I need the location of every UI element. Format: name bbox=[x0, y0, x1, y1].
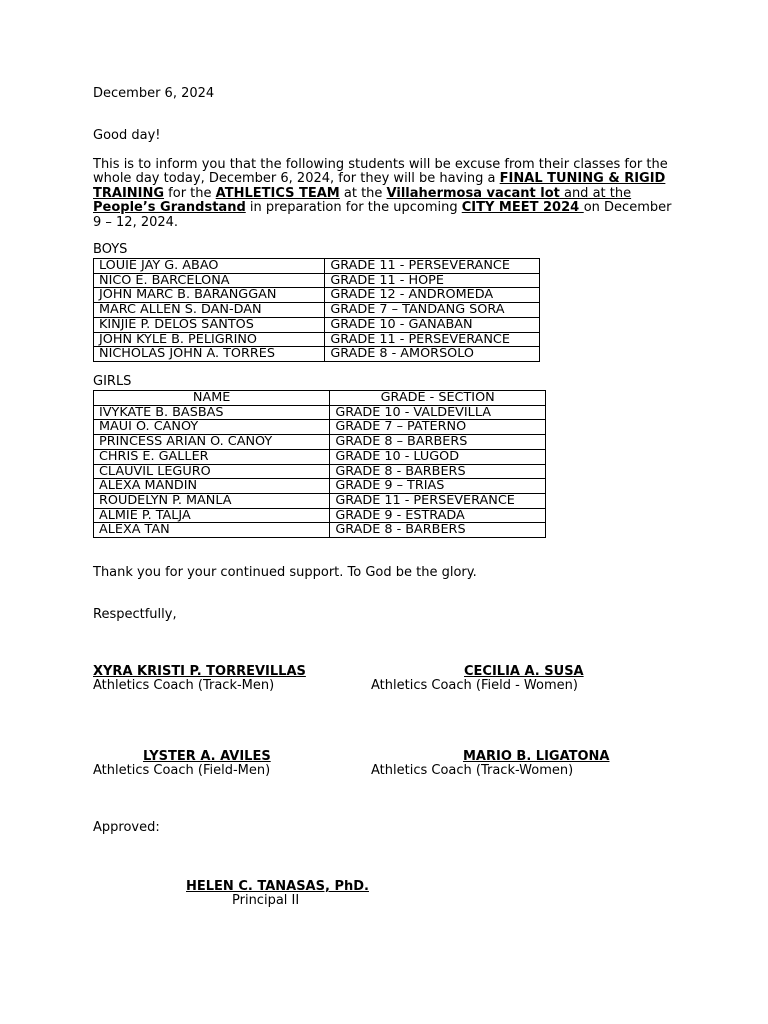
table-row bbox=[94, 493, 546, 508]
boys-label: BOYS bbox=[93, 242, 128, 257]
grade-section-cell: GRADE 9 – TRIAS bbox=[330, 479, 546, 494]
grade-section-cell: GRADE 10 - LUGOD bbox=[330, 449, 546, 464]
student-name-cell: ALEXA TAN bbox=[94, 523, 330, 538]
student-name-cell: LOUIE JAY G. ABAO bbox=[94, 259, 325, 274]
signatory-title: Athletics Coach (Field-Men) bbox=[93, 763, 271, 778]
student-name-cell: NICO E. BARCELONA bbox=[94, 273, 325, 288]
signatory-title: Athletics Coach (Track-Men) bbox=[93, 678, 275, 693]
table-row bbox=[94, 523, 546, 538]
boys-table bbox=[93, 258, 540, 362]
student-name-cell: IVYKATE B. BASBAS bbox=[94, 405, 330, 420]
table-row bbox=[94, 464, 546, 479]
para-text: in preparation for the upcoming bbox=[245, 200, 462, 216]
grade-section-cell: GRADE 11 - PERSEVERANCE bbox=[325, 259, 540, 274]
student-name-cell: CLAUVIL LEGURO bbox=[94, 464, 330, 479]
grade-section-cell: GRADE 12 - ANDROMEDA bbox=[325, 288, 540, 303]
student-name-cell: JOHN KYLE B. PELIGRINO bbox=[94, 332, 325, 347]
closing-thanks: Thank you for your continued support. To God be the glory. bbox=[93, 565, 477, 580]
para-emphasis: FINAL TUNING & RIGID bbox=[499, 171, 666, 187]
grade-section-cell: GRADE 10 - VALDEVILLA bbox=[330, 405, 546, 420]
student-name-cell: MARC ALLEN S. DAN-DAN bbox=[94, 303, 325, 318]
signatory-name: CECILIA A. SUSA bbox=[464, 664, 584, 679]
body-paragraph bbox=[93, 158, 683, 230]
approver-name: HELEN C. TANASAS, PhD. bbox=[186, 879, 369, 894]
table-row bbox=[94, 405, 546, 420]
table-row bbox=[94, 288, 540, 303]
table-row bbox=[94, 508, 546, 523]
para-line-2 bbox=[93, 172, 683, 186]
student-name-cell: ROUDELYN P. MANLA bbox=[94, 493, 330, 508]
para-line-4 bbox=[93, 201, 683, 215]
signatory-name: LYSTER A. AVILES bbox=[143, 749, 271, 764]
greeting: Good day! bbox=[93, 128, 161, 143]
letter-date: December 6, 2024 bbox=[93, 86, 215, 101]
grade-section-cell: GRADE 11 - PERSEVERANCE bbox=[330, 493, 546, 508]
table-row bbox=[94, 347, 540, 362]
grade-section-cell: GRADE 8 - BARBERS bbox=[330, 464, 546, 479]
para-emphasis: People’s Grandstand bbox=[93, 200, 246, 216]
column-header-name: NAME bbox=[94, 391, 330, 406]
grade-section-cell: GRADE 8 – BARBERS bbox=[330, 435, 546, 450]
grade-section-cell: GRADE 10 - GANABAN bbox=[325, 317, 540, 332]
para-emphasis: Villahermosa vacant lot bbox=[386, 185, 560, 201]
para-text: at the bbox=[339, 185, 387, 201]
table-row bbox=[94, 317, 540, 332]
table-row bbox=[94, 273, 540, 288]
para-line-5: 9 – 12, 2024. bbox=[93, 214, 179, 230]
para-line-1: This is to inform you that the following students will be excuse from their classes for the bbox=[93, 157, 668, 172]
para-text: and at the bbox=[559, 185, 632, 201]
para-emphasis: CITY MEET 2024 bbox=[461, 200, 584, 216]
grade-section-cell: GRADE 9 - ESTRADA bbox=[330, 508, 546, 523]
table-row bbox=[94, 449, 546, 464]
grade-section-cell: GRADE 8 - AMORSOLO bbox=[325, 347, 540, 362]
table-row bbox=[94, 259, 540, 274]
signatory-title: Athletics Coach (Track-Women) bbox=[371, 763, 574, 778]
student-name-cell: ALMIE P. TALJA bbox=[94, 508, 330, 523]
girls-label: GIRLS bbox=[93, 374, 132, 389]
approved-label: Approved: bbox=[93, 820, 160, 835]
para-text: whole day today, December 6, 2024, for they will be having a bbox=[93, 171, 500, 187]
table-row bbox=[94, 435, 546, 450]
student-name-cell: ALEXA MANDIN bbox=[94, 479, 330, 494]
grade-section-cell: GRADE 8 - BARBERS bbox=[330, 523, 546, 538]
student-name-cell: JOHN MARC B. BARANGGAN bbox=[94, 288, 325, 303]
student-name-cell: NICHOLAS JOHN A. TORRES bbox=[94, 347, 325, 362]
student-name-cell: KINJIE P. DELOS SANTOS bbox=[94, 317, 325, 332]
signatory-name: MARIO B. LIGATONA bbox=[463, 749, 610, 764]
approver-title: Principal II bbox=[232, 893, 300, 908]
student-name-cell: PRINCESS ARIAN O. CANOY bbox=[94, 435, 330, 450]
grade-section-cell: GRADE 7 – TANDANG SORA bbox=[325, 303, 540, 318]
table-row bbox=[94, 303, 540, 318]
para-text: for the bbox=[164, 185, 216, 201]
para-line-3 bbox=[93, 187, 683, 201]
table-header-row bbox=[94, 391, 546, 406]
grade-section-cell: GRADE 11 - PERSEVERANCE bbox=[325, 332, 540, 347]
para-emphasis: ATHLETICS TEAM bbox=[215, 185, 340, 201]
closing-respectfully: Respectfully, bbox=[93, 607, 177, 622]
signatory-title: Athletics Coach (Field - Women) bbox=[371, 678, 578, 693]
girls-table bbox=[93, 390, 546, 538]
table-row bbox=[94, 420, 546, 435]
column-header-grade-section: GRADE - SECTION bbox=[330, 391, 546, 406]
grade-section-cell: GRADE 11 - HOPE bbox=[325, 273, 540, 288]
para-emphasis: TRAINING bbox=[93, 185, 165, 201]
student-name-cell: MAUI O. CANOY bbox=[94, 420, 330, 435]
grade-section-cell: GRADE 7 – PATERNO bbox=[330, 420, 546, 435]
para-text: on December bbox=[583, 200, 672, 216]
table-row bbox=[94, 332, 540, 347]
student-name-cell: CHRIS E. GALLER bbox=[94, 449, 330, 464]
signatory-name: XYRA KRISTI P. TORREVILLAS bbox=[93, 664, 306, 679]
table-row bbox=[94, 479, 546, 494]
